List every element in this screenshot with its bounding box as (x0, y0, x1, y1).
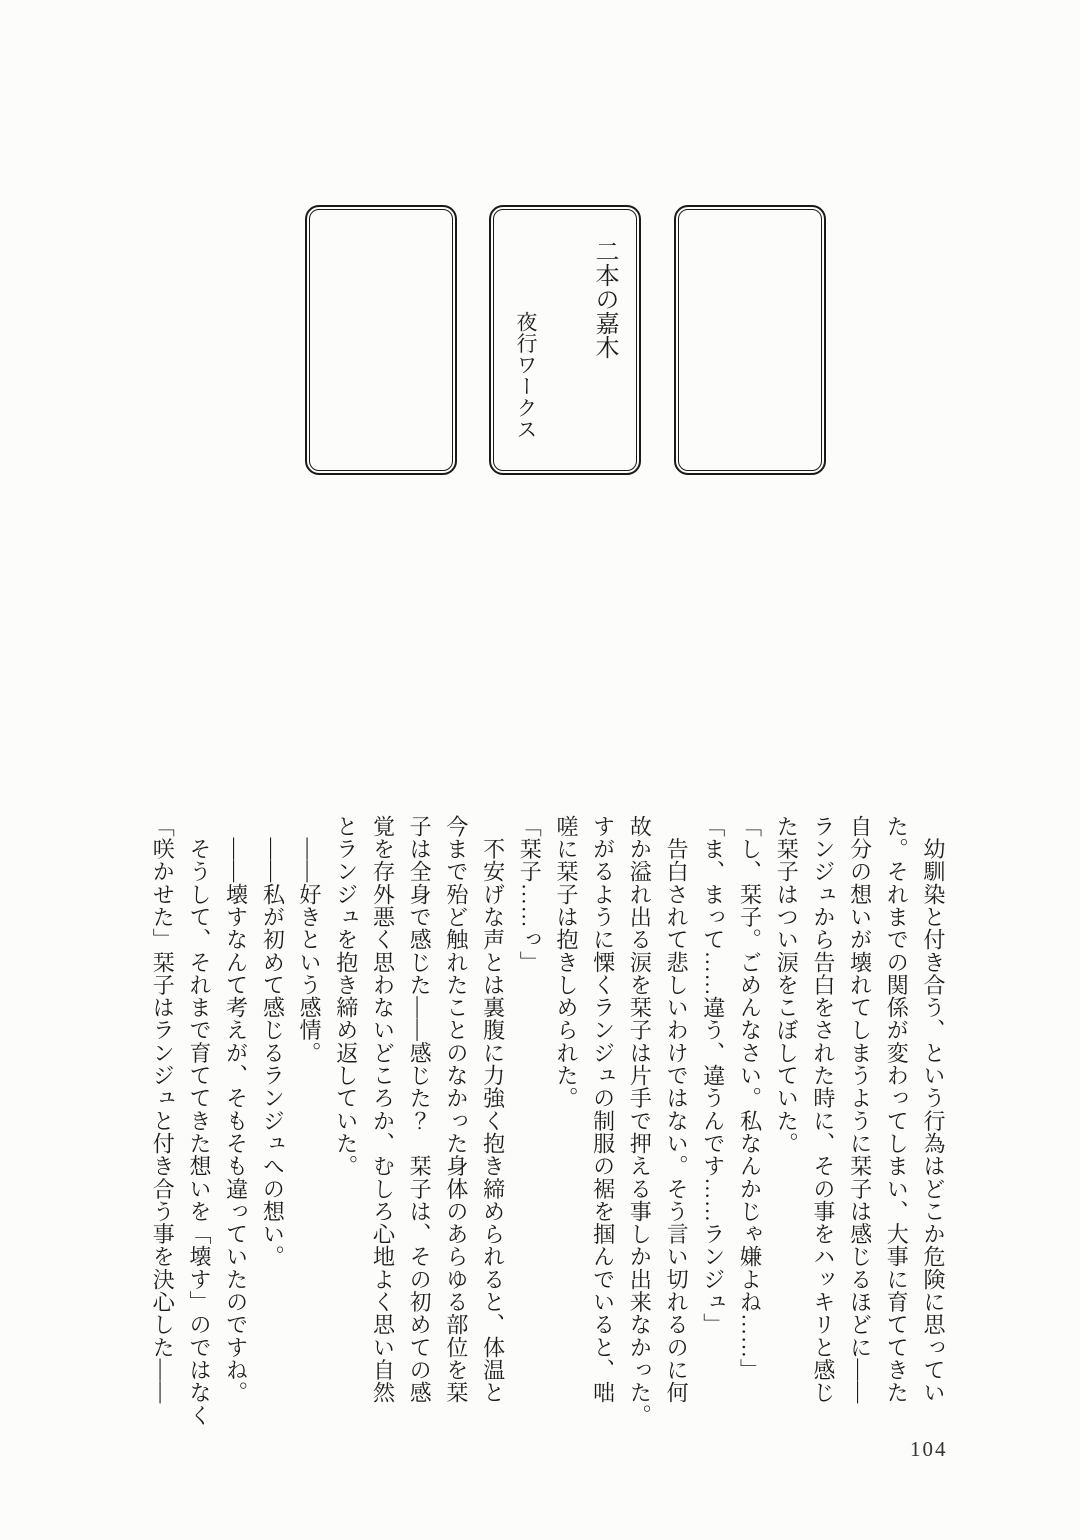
text-column: 自分の想いが壊れてしまうように栞子は感じるほどに—— (847, 815, 873, 1404)
story-text-block (141, 815, 951, 1427)
text-column: そうして、それまで育ててきた想いを「壊す」のではなく (186, 815, 212, 1427)
text-column: ——私が初めて感じるランジュへの想い。 (260, 815, 286, 1268)
text-column: ——好きという感情。 (297, 815, 323, 1065)
text-column: 「栞子……っ」 (517, 815, 543, 974)
text-column: 子は全身で感じた——感じた？ 栞子は、その初めての感 (407, 815, 433, 1404)
card-inner-frame (678, 209, 822, 471)
text-column: 嗟に栞子は抱きしめられた。 (553, 815, 579, 1110)
card-inner-frame (309, 209, 453, 471)
guest-card-frame-left (305, 205, 457, 475)
text-column: 覚を存外悪く思わないどころか、むしろ心地よく思い自然 (370, 815, 396, 1404)
text-column: 「ま、まって……違う、違うんです……ランジュ」 (700, 815, 726, 1336)
text-column: ——壊すなんて考えが、そもそも違っていたのですね。 (223, 815, 249, 1404)
text-column: た栞子はつい涙をこぼしていた。 (774, 815, 800, 1155)
text-column: 故か溢れ出る涙を栞子は片手で押える事しか出来なかった。 (627, 815, 653, 1427)
text-column: ランジュから告白をされた時に、その事をハッキリと感じ (810, 815, 836, 1404)
page-number: 104 (910, 1437, 948, 1461)
text-column: とランジュを抱き締め返していた。 (333, 815, 359, 1178)
text-column: 幼馴染と付き合う、という行為はどこか危険に思ってい (921, 815, 946, 1404)
text-column: 告白されて悲しいわけではない。そう言い切れるのに何 (664, 815, 690, 1404)
text-column: すがるように慄くランジュの制服の裾を掴んでいると、咄 (590, 815, 616, 1404)
guest-work-title: 二本の嘉木 (591, 239, 617, 359)
text-column: 今まで殆ど触れたことのなかった身体のあらゆる部位を栞 (443, 815, 469, 1404)
text-column: 「し、栞子。ごめんなさい。私なんかじゃ嫌よね……」 (737, 815, 763, 1382)
text-column: 不安げな声とは裏腹に力強く抱き締められると、体温と (480, 815, 506, 1404)
text-column: 「咲かせた」栞子はランジュと付き合う事を決心した—— (150, 815, 176, 1404)
guest-circle-name: 夜行ワークス (514, 311, 538, 440)
guest-card-frame-right (674, 205, 826, 475)
guest-card-frame-center (489, 205, 641, 475)
text-column: た。それまでの関係が変わってしまい、大事に育ててきた (884, 815, 910, 1404)
